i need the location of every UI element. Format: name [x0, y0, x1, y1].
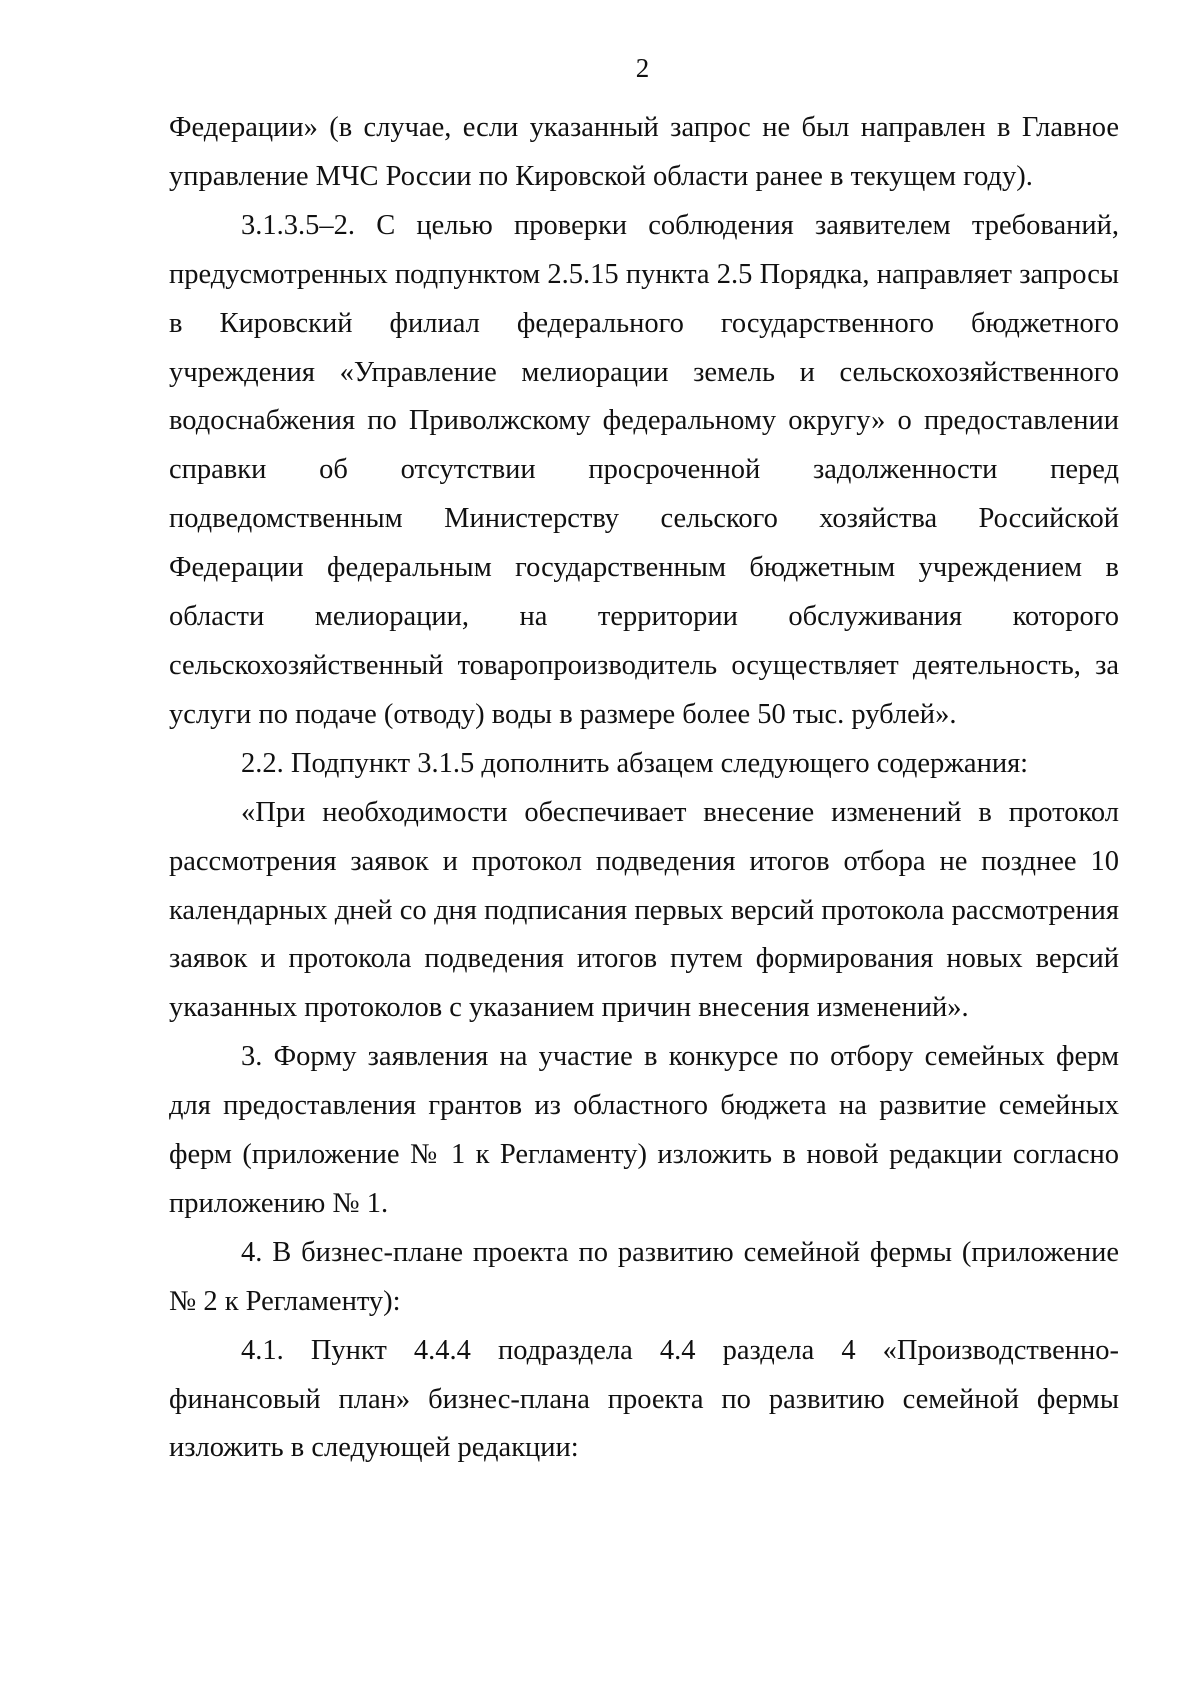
document-body [169, 104, 1119, 1473]
paragraph-3: 3. Форму заявления на участие в конкурсе по отбору семейных ферм для предоставления грантов из областного бюджета на развитие семейных ферм (приложение № 1 к Регламенту) изложить в новой редакции согласно приложению № 1. [169, 1041, 1119, 1219]
paragraph-2-2: 2.2. Подпункт 3.1.5 дополнить абзацем следующего содержания: [241, 747, 1029, 779]
paragraph-4-1: 4.1. Пункт 4.4.4 подраздела 4.4 раздела 4 «Производственно-финансовый план» бизнес-плана проекта по развитию семейной фермы изложить в следующей редакции: [169, 1334, 1119, 1464]
paragraph-3-1-3-5-2: 3.1.3.5–2. С целью проверки соблюдения заявителем требований, предусмотренных подпунктом 2.5.15 пункта 2.5 Порядка, направляет запросы в Кировский филиал федерального государственного бюджетного учреждения «Управление мелиорации земель и сельскохозяйственного водоснабжения по Приволжскому федеральному округу» о предоставлении справки об отсутствии просроченной задолженности перед подведомственным Министерству сельского хозяйства Российской Федерации федеральным государственным бюджетным учреждением в области мелиорации, на территории обслуживания которого сельскохозяйственный товаропроизводитель осуществляет деятельность, за услуги по подаче (отводу) воды в размере более 50 тыс. рублей». [169, 209, 1119, 730]
paragraph-federation-continuation: Федерации» (в случае, если указанный запрос не был направлен в Главное управление МЧС России по Кировской области ранее в текущем году). [169, 112, 1119, 192]
paragraph-quoted-amendment: «При необходимости обеспечивает внесение изменений в протокол рассмотрения заявок и протокол подведения итогов отбора не позднее 10 календарных дней со дня подписания первых версий протокола рассмотрения заявок и протокола подведения итогов путем формирования новых версий указанных протоколов с указанием причин внесения изменений». [169, 796, 1119, 1024]
page-number: 2 [635, 53, 650, 83]
paragraph-4: 4. В бизнес-плане проекта по развитию семейной фермы (приложение № 2 к Регламенту): [169, 1236, 1119, 1317]
